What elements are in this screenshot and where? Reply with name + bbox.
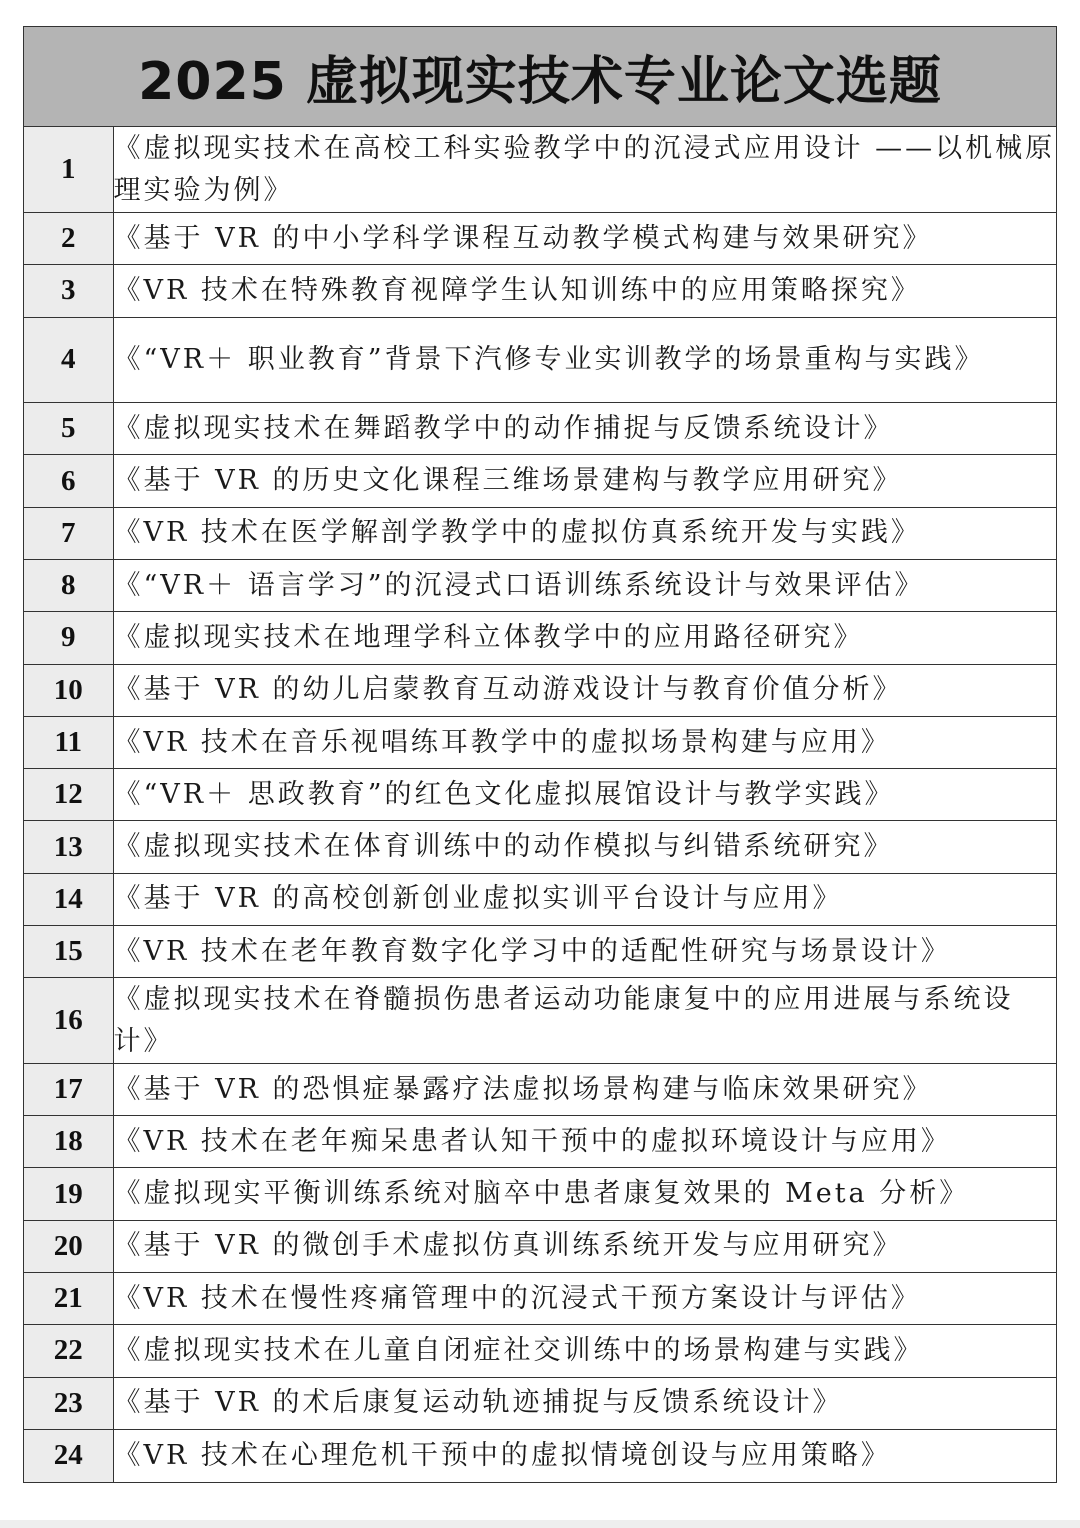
row-number: 10 [24, 664, 113, 716]
row-number: 3 [24, 265, 113, 317]
topic-title: 《“VR＋ 语言学习”的沉浸式口语训练系统设计与效果评估》 [113, 559, 1056, 611]
row-number: 13 [24, 821, 113, 873]
topic-title: 《基于 VR 的术后康复运动轨迹捕捉与反馈系统设计》 [113, 1377, 1056, 1429]
topic-title: 《VR 技术在音乐视唱练耳教学中的虚拟场景构建与应用》 [113, 716, 1056, 768]
topic-title: 《虚拟现实技术在儿童自闭症社交训练中的场景构建与实践》 [113, 1325, 1056, 1377]
topic-sheet [23, 26, 1057, 1483]
topic-title: 《“VR＋ 职业教育”背景下汽修专业实训教学的场景重构与实践》 [113, 317, 1056, 403]
row-number: 15 [24, 926, 113, 978]
footer-strip [0, 1520, 1080, 1528]
row-number: 9 [24, 612, 113, 664]
topic-title: 《基于 VR 的微创手术虚拟仿真训练系统开发与应用研究》 [113, 1220, 1056, 1272]
row-number: 18 [24, 1116, 113, 1168]
table-row [24, 664, 1056, 716]
title-bar [24, 27, 1056, 127]
row-number: 1 [24, 127, 113, 213]
row-number: 2 [24, 213, 113, 265]
topic-title: 《VR 技术在慢性疼痛管理中的沉浸式干预方案设计与评估》 [113, 1273, 1056, 1325]
table-row [24, 317, 1056, 403]
table-row [24, 978, 1056, 1064]
row-number: 11 [24, 716, 113, 768]
table-row [24, 403, 1056, 455]
table-row [24, 455, 1056, 507]
topic-title: 《VR 技术在老年教育数字化学习中的适配性研究与场景设计》 [113, 926, 1056, 978]
row-number: 12 [24, 769, 113, 821]
table-row [24, 1116, 1056, 1168]
table-row [24, 716, 1056, 768]
row-number: 5 [24, 403, 113, 455]
table-row [24, 769, 1056, 821]
topic-title: 《虚拟现实技术在体育训练中的动作模拟与纠错系统研究》 [113, 821, 1056, 873]
table-row [24, 1220, 1056, 1272]
topic-title: 《VR 技术在心理危机干预中的虚拟情境创设与应用策略》 [113, 1429, 1056, 1481]
topic-title: 《基于 VR 的中小学科学课程互动教学模式构建与效果研究》 [113, 213, 1056, 265]
table-row [24, 926, 1056, 978]
table-row [24, 1325, 1056, 1377]
topics-table [24, 127, 1056, 1482]
table-row [24, 127, 1056, 213]
topic-title: 《VR 技术在医学解剖学教学中的虚拟仿真系统开发与实践》 [113, 507, 1056, 559]
topic-title: 《基于 VR 的历史文化课程三维场景建构与教学应用研究》 [113, 455, 1056, 507]
topic-title: 《VR 技术在特殊教育视障学生认知训练中的应用策略探究》 [113, 265, 1056, 317]
row-number: 23 [24, 1377, 113, 1429]
row-number: 20 [24, 1220, 113, 1272]
row-number: 21 [24, 1273, 113, 1325]
row-number: 14 [24, 873, 113, 925]
table-row [24, 559, 1056, 611]
row-number: 8 [24, 559, 113, 611]
table-row [24, 1429, 1056, 1481]
row-number: 24 [24, 1429, 113, 1481]
row-number: 16 [24, 978, 113, 1064]
table-row [24, 1063, 1056, 1115]
topic-title: 《虚拟现实平衡训练系统对脑卒中患者康复效果的 Meta 分析》 [113, 1168, 1056, 1220]
row-number: 17 [24, 1063, 113, 1115]
table-row [24, 873, 1056, 925]
row-number: 4 [24, 317, 113, 403]
table-row [24, 612, 1056, 664]
table-row [24, 1377, 1056, 1429]
topic-title: 《虚拟现实技术在舞蹈教学中的动作捕捉与反馈系统设计》 [113, 403, 1056, 455]
table-row [24, 265, 1056, 317]
topic-title: 《VR 技术在老年痴呆患者认知干预中的虚拟环境设计与应用》 [113, 1116, 1056, 1168]
topic-title: 《虚拟现实技术在地理学科立体教学中的应用路径研究》 [113, 612, 1056, 664]
topic-title: 《基于 VR 的恐惧症暴露疗法虚拟场景构建与临床效果研究》 [113, 1063, 1056, 1115]
table-row [24, 1273, 1056, 1325]
row-number: 7 [24, 507, 113, 559]
table-row [24, 213, 1056, 265]
page-title: 2025 虚拟现实技术专业论文选题 [138, 52, 942, 112]
topic-title: 《“VR＋ 思政教育”的红色文化虚拟展馆设计与教学实践》 [113, 769, 1056, 821]
topic-title: 《基于 VR 的幼儿启蒙教育互动游戏设计与教育价值分析》 [113, 664, 1056, 716]
topic-title: 《基于 VR 的高校创新创业虚拟实训平台设计与应用》 [113, 873, 1056, 925]
table-row [24, 1168, 1056, 1220]
table-row [24, 821, 1056, 873]
topic-title: 《虚拟现实技术在脊髓损伤患者运动功能康复中的应用进展与系统设计》 [113, 978, 1056, 1064]
row-number: 22 [24, 1325, 113, 1377]
row-number: 6 [24, 455, 113, 507]
table-row [24, 507, 1056, 559]
topic-title: 《虚拟现实技术在高校工科实验教学中的沉浸式应用设计 ——以机械原理实验为例》 [113, 132, 1056, 206]
row-number: 19 [24, 1168, 113, 1220]
